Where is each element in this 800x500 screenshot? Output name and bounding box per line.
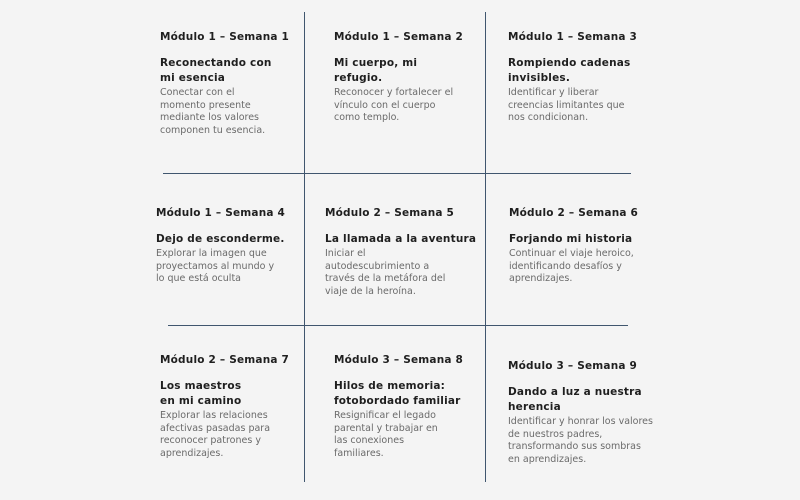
grid-divider-vertical-left — [304, 12, 305, 482]
module-week-heading: Módulo 1 – Semana 3 — [508, 31, 638, 43]
module-title: La llamada a la aventura — [325, 233, 477, 245]
module-week-heading: Módulo 1 – Semana 4 — [156, 207, 286, 219]
module-card — [334, 31, 464, 125]
module-week-heading: Módulo 3 – Semana 8 — [334, 354, 464, 366]
module-description: Resignificar el legado parental y trabajar en las conexiones familiares. — [334, 410, 438, 459]
module-description: Iniciar el autodescubrimiento a través de la metáfora del viaje de la heroína. — [325, 248, 446, 297]
module-card — [508, 31, 638, 125]
module-title: Forjando mi historia — [509, 233, 633, 245]
module-title: Hilos de memoria: fotobordado familiar — [334, 380, 461, 407]
module-title: Rompiendo cadenas invisibles. — [508, 57, 631, 84]
module-description: Continuar el viaje heroico, identificando desafíos y aprendizajes. — [509, 248, 634, 284]
module-card — [160, 354, 290, 460]
module-description: Explorar las relaciones afectivas pasadas para reconocer patrones y aprendizajes. — [160, 410, 271, 459]
module-card — [160, 31, 290, 137]
module-title: Dando a luz a nuestra herencia — [508, 386, 642, 413]
module-title: Reconectando con mi esencia — [160, 57, 272, 84]
grid-divider-vertical-right — [485, 12, 486, 482]
grid-divider-horizontal-top — [163, 173, 631, 174]
module-card — [509, 207, 639, 286]
module-card — [508, 360, 653, 466]
module-description: Identificar y honrar los valores de nuestros padres, transformando sus sombras en aprendizajes. — [508, 416, 653, 465]
module-description: Reconocer y fortalecer el vínculo con el cuerpo como templo. — [334, 87, 454, 123]
module-description: Identificar y liberar creencias limitantes que nos condicionan. — [508, 87, 625, 123]
module-week-heading: Módulo 1 – Semana 1 — [160, 31, 290, 43]
module-title: Los maestros en mi camino — [160, 380, 242, 407]
module-description: Conectar con el momento presente mediante los valores componen tu esencia. — [160, 87, 266, 136]
module-card — [156, 207, 286, 286]
module-week-heading: Módulo 3 – Semana 9 — [508, 360, 638, 372]
module-week-heading: Módulo 2 – Semana 6 — [509, 207, 639, 219]
module-week-heading: Módulo 1 – Semana 2 — [334, 31, 464, 43]
module-week-heading: Módulo 2 – Semana 5 — [325, 207, 455, 219]
module-card — [334, 354, 474, 460]
grid-divider-horizontal-bottom — [168, 325, 628, 326]
module-card — [325, 207, 477, 298]
module-title: Mi cuerpo, mi refugio. — [334, 57, 418, 84]
module-description: Explorar la imagen que proyectamos al mundo y lo que está oculta — [156, 248, 275, 284]
module-week-heading: Módulo 2 – Semana 7 — [160, 354, 290, 366]
module-title: Dejo de esconderme. — [156, 233, 285, 245]
